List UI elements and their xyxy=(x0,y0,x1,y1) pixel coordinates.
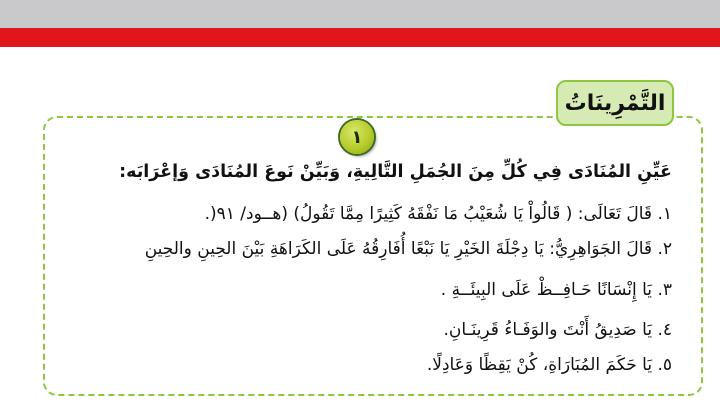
exercises-title-badge xyxy=(556,80,674,126)
exercise-item-2: ٢. قَالَ الجَوَاهِرِيُّ: يَا دِجْلَةَ الخَيْرِ يَا نَبْعًا أُفَارِقُهُ عَلَى الكَرَاهَةِ بَيْنَ الحِينِ والحِينِ xyxy=(144,239,672,259)
exercises-title: التَّمْرِينَاتُ xyxy=(564,90,666,116)
exercise-item-3: ٣. يَا إِنْسَانًا حَـافِــظْ عَلَى البِيئَــةِ . xyxy=(440,280,672,300)
header-gray-band xyxy=(0,0,720,28)
exercise-item-4: ٤. يَا صَدِيقُ أَنْتَ والوَفَـاءُ قَرِينَـانِ. xyxy=(443,320,672,340)
header-red-band xyxy=(0,28,720,47)
exercise-number-badge xyxy=(340,120,374,154)
exercise-item-1: ١. قَالَ تَعَالَى: ( قَالُواْ يَا شُعَيْبُ مَا نَفْقَهُ كَثِيرًا مِمَّا تَقُولُ) (هــود/ ٩١(. xyxy=(204,204,672,224)
instruction-text: عَيِّنِ المُنَادَى فِي كُلِّ مِنَ الجُمَلِ التَّالِيةِ، وَبَيِّنْ نَوعَ المُنَادَى وَإعْرَابَه: xyxy=(119,162,672,182)
exercise-item-5: ٥. يَا حَكَمَ المُبَارَاةِ، كُنْ يَقِظًا وَعَادِلًا. xyxy=(426,355,672,375)
exercise-number: ١ xyxy=(351,126,363,148)
